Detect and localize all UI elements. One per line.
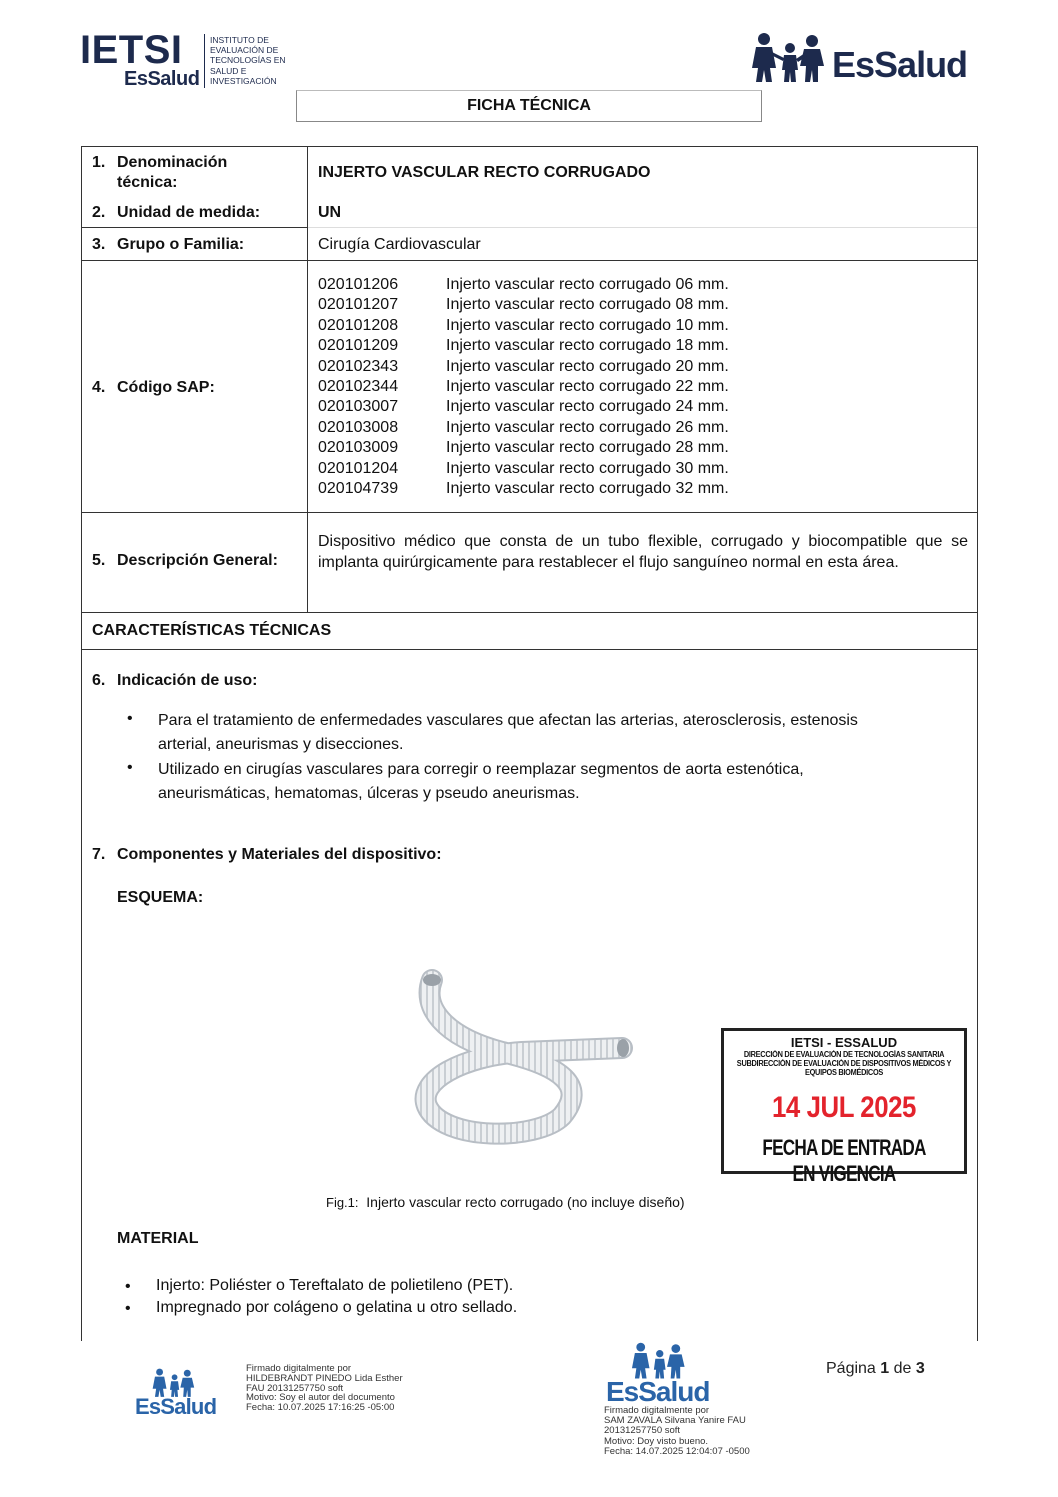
essalud-footer-logo: EsSalud [606,1376,710,1407]
material-item: Injerto: Poliéster o Tereftalato de polietileno (PET). [156,1277,514,1294]
essalud-family-icon [750,32,828,84]
label-grupo: 3. Grupo o Familia: [92,236,245,253]
bullet: • [125,1278,131,1295]
row-divider [82,612,977,613]
indicacion-item: Para el tratamiento de enfermedades vasculares que afectan las arterias, aterosclerosis, estenosis arterial, aneurismas y disecciones. [158,712,858,753]
essalud-logo: EsSalud [832,44,968,85]
label-codigo-sap: 4. Código SAP: [92,379,215,396]
heading-componentes: 7. Componentes y Materiales del dispositivo: [92,846,442,863]
value-grupo: Cirugía Cardiovascular [318,236,481,253]
sap-code-row: 020102344 Injerto vascular recto corrugado 22 mm. [318,378,729,395]
sap-code-row: 020101208 Injerto vascular recto corrugado 10 mm. [318,316,729,334]
value-unidad: UN [318,204,342,221]
sap-code-row: 020103008 Injerto vascular recto corrugado 26 mm. [318,418,729,436]
essalud-footer-logo: EsSalud [135,1394,217,1419]
row-divider [82,649,977,650]
bullet: • [127,710,133,727]
material-item: Impregnado por colágeno o gelatina u otro sellado. [156,1299,518,1316]
vascular-graft-image [372,966,636,1146]
digital-signature-2: Firmado digitalmente por SAM ZAVALA Silvana Yanire FAU 20131257750 soft Motivo: Doy visto bueno. Fecha: 14.07.2025 12:04:07 -0500 [604,1405,750,1457]
value-denominacion: INJERTO VASCULAR RECTO CORRUGADO [318,164,651,181]
ietsi-institute-name: INSTITUTO DE EVALUACIÓN DE TECNOLOGÍAS EN SALUD E INVESTIGACIÓN [210,35,286,86]
digital-signature-1: Firmado digitalmente por HILDEBRANDT PINEDO Lida Esther FAU 20131257750 soft Motivo: Soy el autor del documento Fecha: 10.07.2025 17:16:25 -05:00 [246,1363,403,1414]
bullet: • [127,759,133,776]
label-descripcion: 5. Descripción General: [92,552,278,569]
indicacion-item: Utilizado en cirugías vasculares para corregir o reemplazar segmentos de aorta estenótica, aneurismáticas, hematomas, úlceras y pseudo aneurismas. [158,761,804,802]
sap-code-row: 020102343 Injerto vascular recto corrugado 20 mm. [318,357,729,375]
section-caracteristicas: CARACTERÍSTICAS TÉCNICAS [92,622,332,639]
row-divider [82,260,977,261]
sap-code-row: 020103009 Injerto vascular recto corrugado 28 mm. [318,439,729,457]
sap-code-row: 020101206 Injerto vascular recto corrugado 06 mm. [318,276,729,293]
row-divider [82,512,977,513]
value-descripcion: Dispositivo médico que consta de un tubo flexible, corrugado y biocompatible que se implanta quirúrgicamente para restablecer el flujo sanguíneo normal en esta área. [318,533,968,571]
essalud-family-icon [630,1342,688,1380]
page-number: Página 1 de 3 [826,1360,925,1377]
esquema-label: ESQUEMA: [117,889,204,906]
document-title: FICHA TÉCNICA [296,90,762,122]
ietsi-logo: IETSI [80,28,183,72]
column-divider [307,147,308,612]
sap-code-row: 020101204 Injerto vascular recto corrugado 30 mm. [318,459,729,477]
heading-indicacion: 6. Indicación de uso: [92,672,258,689]
sap-code-row: 020101207 Injerto vascular recto corrugado 08 mm. [318,296,729,314]
label-unidad: 2. Unidad de medida: [92,204,261,221]
vigencia-stamp: IETSI - ESSALUD DIRECCIÓN DE EVALUACIÓN DE TECNOLOGÍAS SANITARIA SUBDIRECCIÓN DE EVALUACIÓN DE DISPOSITIVOS MÉDICOS Y EQUIPOS BIOMÉDICOS 14 JUL 2025 FECHA DE ENTRADA EN VIGENCIA [721,1028,967,1174]
sap-code-row: 020103007 Injerto vascular recto corrugado 24 mm. [318,398,729,416]
sap-code-row: 020104739 Injerto vascular recto corrugado 32 mm. [318,480,729,497]
sap-code-row: 020101209 Injerto vascular recto corrugado 18 mm. [318,337,729,355]
label-denominacion: 1. Denominación técnica: [92,154,228,191]
ietsi-divider [204,34,205,88]
stamp-date: 14 JUL 2025 [772,1091,916,1124]
material-label: MATERIAL [117,1230,199,1247]
bullet: • [125,1300,131,1317]
ietsi-logo-sub: EsSalud [124,68,200,90]
figure-caption: Fig.1: Injerto vascular recto corrugado (no incluye diseño) [326,1194,685,1210]
